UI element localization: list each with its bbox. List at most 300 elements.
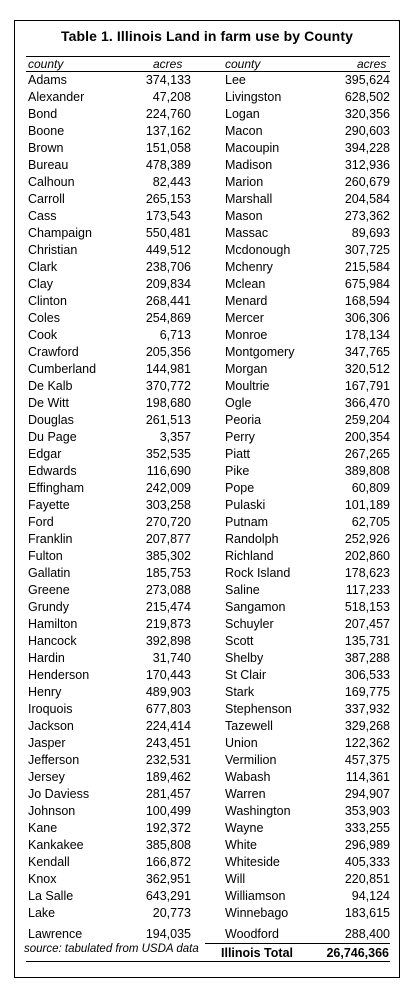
acres-value: 220,851 <box>344 872 390 886</box>
table-row <box>225 582 390 599</box>
county-name: Gallatin <box>28 566 71 580</box>
county-name: Tazewell <box>225 719 273 733</box>
table-row <box>225 378 390 395</box>
table-row <box>28 854 191 871</box>
acres-value: 60,809 <box>351 481 390 495</box>
county-name: Lake <box>28 906 56 920</box>
table-row <box>225 72 390 89</box>
total-divider <box>205 943 390 944</box>
acres-value: 288,400 <box>344 927 390 941</box>
county-name: Ogle <box>225 396 252 410</box>
county-name: Kankakee <box>28 838 84 852</box>
county-name: Randolph <box>225 532 279 546</box>
table-row <box>225 633 390 650</box>
table-row <box>28 650 191 667</box>
table-row <box>28 140 191 157</box>
table-row <box>28 531 191 548</box>
acres-value: 202,860 <box>344 549 390 563</box>
acres-value: 224,414 <box>145 719 191 733</box>
acres-value: 31,740 <box>152 651 191 665</box>
county-name: Whiteside <box>225 855 280 869</box>
acres-value: 82,443 <box>152 175 191 189</box>
county-name: Hancock <box>28 634 77 648</box>
acres-value: 362,951 <box>145 872 191 886</box>
acres-value: 296,989 <box>344 838 390 852</box>
table-row <box>28 684 191 701</box>
county-name: Madison <box>225 158 273 172</box>
acres-value: 243,451 <box>145 736 191 750</box>
county-name: Union <box>225 736 258 750</box>
acres-value: 267,265 <box>344 447 390 461</box>
table-row <box>28 871 191 888</box>
acres-value: 265,153 <box>145 192 191 206</box>
acres-value: 489,903 <box>145 685 191 699</box>
acres-value: 137,162 <box>145 124 191 138</box>
acres-value: 457,375 <box>344 753 390 767</box>
county-name: Monroe <box>225 328 268 342</box>
table-row <box>225 480 390 497</box>
acres-value: 405,333 <box>344 855 390 869</box>
county-name: Macon <box>225 124 263 138</box>
table-row <box>225 208 390 225</box>
table-row <box>225 926 390 943</box>
table-row <box>28 667 191 684</box>
county-name: Macoupin <box>225 141 280 155</box>
table-row <box>225 888 390 905</box>
table-row <box>28 769 191 786</box>
acres-value: 178,623 <box>344 566 390 580</box>
county-name: Grundy <box>28 600 69 614</box>
table-row <box>225 650 390 667</box>
county-name: Knox <box>28 872 57 886</box>
county-name: Coles <box>28 311 60 325</box>
county-name: Brown <box>28 141 64 155</box>
table-row <box>28 174 191 191</box>
table-row <box>28 395 191 412</box>
acres-value: 675,984 <box>344 277 390 291</box>
county-name: Vermilion <box>225 753 277 767</box>
acres-value: 117,233 <box>345 583 390 597</box>
county-name: Lee <box>225 73 246 87</box>
table-row <box>28 786 191 803</box>
acres-value: 260,679 <box>344 175 390 189</box>
table-row <box>225 395 390 412</box>
table-row <box>28 565 191 582</box>
acres-value: 677,803 <box>145 702 191 716</box>
table-row <box>225 497 390 514</box>
acres-value: 100,499 <box>145 804 191 818</box>
table-row <box>225 718 390 735</box>
table-row <box>225 242 390 259</box>
table-row <box>225 106 390 123</box>
acres-value: 449,512 <box>145 243 191 257</box>
table-row <box>28 633 191 650</box>
county-name: Mercer <box>225 311 264 325</box>
table-row <box>28 599 191 616</box>
county-name: Kendall <box>28 855 70 869</box>
left-county-header: county <box>28 57 64 71</box>
table-row <box>28 463 191 480</box>
county-name: Wayne <box>225 821 264 835</box>
county-name: Woodford <box>225 927 279 941</box>
table-row <box>225 225 390 242</box>
acres-value: 389,808 <box>344 464 390 478</box>
table-frame <box>14 20 400 978</box>
county-name: Schuyler <box>225 617 274 631</box>
acres-value: 135,731 <box>344 634 390 648</box>
acres-value: 232,531 <box>145 753 191 767</box>
table-title: Table 1. Illinois Land in farm use by County <box>61 28 353 44</box>
county-name: Cook <box>28 328 58 342</box>
left-acres-header: acres <box>153 57 183 71</box>
acres-value: 306,533 <box>344 668 390 682</box>
county-name: White <box>225 838 257 852</box>
table-row <box>225 871 390 888</box>
table-row <box>225 157 390 174</box>
county-name: De Kalb <box>28 379 73 393</box>
county-name: Jefferson <box>28 753 80 767</box>
acres-value: 281,457 <box>145 787 191 801</box>
county-name: Cumberland <box>28 362 97 376</box>
county-name: Edwards <box>28 464 77 478</box>
acres-value: 219,873 <box>145 617 191 631</box>
total-label: Illinois Total <box>221 946 293 960</box>
acres-value: 215,584 <box>344 260 390 274</box>
county-name: Greene <box>28 583 70 597</box>
table-row <box>225 327 390 344</box>
acres-value: 166,872 <box>145 855 191 869</box>
acres-value: 116,690 <box>146 464 191 478</box>
acres-value: 261,513 <box>145 413 191 427</box>
table-row <box>28 259 191 276</box>
acres-value: 169,775 <box>344 685 390 699</box>
acres-value: 374,133 <box>145 73 191 87</box>
table-row <box>225 89 390 106</box>
county-name: Pope <box>225 481 255 495</box>
table-row <box>225 684 390 701</box>
table-row <box>225 531 390 548</box>
acres-value: 6,713 <box>159 328 191 342</box>
acres-value: 47,208 <box>152 90 191 104</box>
acres-value: 387,288 <box>344 651 390 665</box>
acres-value: 306,306 <box>344 311 390 325</box>
county-name: Jersey <box>28 770 65 784</box>
acres-value: 101,189 <box>344 498 390 512</box>
acres-value: 192,372 <box>145 821 191 835</box>
acres-value: 252,926 <box>344 532 390 546</box>
acres-value: 94,124 <box>351 889 390 903</box>
right-acres-header: acres <box>357 57 387 71</box>
table-row <box>225 429 390 446</box>
table-row <box>28 752 191 769</box>
table-row <box>28 837 191 854</box>
county-name: Moultrie <box>225 379 270 393</box>
county-name: Stark <box>225 685 255 699</box>
county-name: Sangamon <box>225 600 286 614</box>
acres-value: 347,765 <box>344 345 390 359</box>
table-row <box>28 412 191 429</box>
county-name: Johnson <box>28 804 76 818</box>
table-row <box>28 157 191 174</box>
footer-divider <box>26 961 390 962</box>
table-row <box>225 837 390 854</box>
acres-value: 290,603 <box>344 124 390 138</box>
acres-value: 478,389 <box>145 158 191 172</box>
acres-value: 144,981 <box>145 362 191 376</box>
acres-value: 333,255 <box>344 821 390 835</box>
county-name: Washington <box>225 804 291 818</box>
table-row <box>225 616 390 633</box>
county-name: Iroquois <box>28 702 73 716</box>
acres-value: 268,441 <box>145 294 191 308</box>
acres-value: 270,720 <box>145 515 191 529</box>
table-row <box>28 446 191 463</box>
table-row <box>28 123 191 140</box>
table-row <box>28 429 191 446</box>
county-name: Scott <box>225 634 254 648</box>
county-name: Mchenry <box>225 260 273 274</box>
county-name: Peoria <box>225 413 262 427</box>
table-row <box>225 310 390 327</box>
table-row <box>225 514 390 531</box>
acres-value: 189,462 <box>145 770 191 784</box>
county-name: Rock Island <box>225 566 291 580</box>
acres-value: 353,903 <box>344 804 390 818</box>
table-row <box>28 582 191 599</box>
county-name: Adams <box>28 73 67 87</box>
acres-value: 3,357 <box>159 430 191 444</box>
table-row <box>28 616 191 633</box>
table-row <box>225 701 390 718</box>
table-row <box>225 412 390 429</box>
table-row <box>225 174 390 191</box>
table-row <box>225 735 390 752</box>
table-row <box>225 548 390 565</box>
county-name: Du Page <box>28 430 77 444</box>
acres-value: 392,898 <box>145 634 191 648</box>
county-name: Massac <box>225 226 269 240</box>
table-row <box>225 293 390 310</box>
county-name: Putnam <box>225 515 269 529</box>
county-name: Menard <box>225 294 268 308</box>
county-name: Will <box>225 872 246 886</box>
county-name: Mason <box>225 209 263 223</box>
table-row <box>225 344 390 361</box>
county-name: Mclean <box>225 277 266 291</box>
county-name: Hardin <box>28 651 65 665</box>
acres-value: 20,773 <box>152 906 191 920</box>
acres-value: 238,706 <box>145 260 191 274</box>
county-name: Cass <box>28 209 57 223</box>
table-row <box>28 327 191 344</box>
table-row <box>28 718 191 735</box>
table-row <box>28 208 191 225</box>
table-row <box>28 242 191 259</box>
table-row <box>225 259 390 276</box>
county-name: Pike <box>225 464 250 478</box>
acres-value: 198,680 <box>145 396 191 410</box>
county-name: Alexander <box>28 90 85 104</box>
county-name: Bureau <box>28 158 69 172</box>
acres-value: 518,153 <box>344 600 390 614</box>
county-name: Calhoun <box>28 175 75 189</box>
county-name: Wabash <box>225 770 271 784</box>
acres-value: 643,291 <box>145 889 191 903</box>
county-name: Bond <box>28 107 58 121</box>
acres-value: 185,753 <box>145 566 191 580</box>
acres-value: 173,543 <box>145 209 191 223</box>
acres-value: 242,009 <box>145 481 191 495</box>
acres-value: 394,228 <box>344 141 390 155</box>
acres-value: 366,470 <box>344 396 390 410</box>
acres-value: 337,932 <box>344 702 390 716</box>
table-row <box>225 446 390 463</box>
table-row <box>28 344 191 361</box>
table-row <box>28 803 191 820</box>
county-name: Saline <box>225 583 260 597</box>
county-name: Clay <box>28 277 54 291</box>
table-row <box>28 735 191 752</box>
table-row <box>225 854 390 871</box>
table-row <box>225 565 390 582</box>
table-row <box>225 276 390 293</box>
table-row <box>28 926 191 943</box>
acres-value: 200,354 <box>344 430 390 444</box>
county-name: Logan <box>225 107 260 121</box>
county-name: Fulton <box>28 549 63 563</box>
acres-value: 273,088 <box>145 583 191 597</box>
acres-value: 385,808 <box>145 838 191 852</box>
county-name: Clinton <box>28 294 67 308</box>
acres-value: 352,535 <box>145 447 191 461</box>
acres-value: 329,268 <box>344 719 390 733</box>
table-row <box>28 225 191 242</box>
acres-value: 303,258 <box>145 498 191 512</box>
table-row <box>28 361 191 378</box>
county-name: Lawrence <box>28 927 83 941</box>
county-name: Hamilton <box>28 617 78 631</box>
table-row <box>28 548 191 565</box>
county-name: Jasper <box>28 736 66 750</box>
table-row <box>225 820 390 837</box>
county-name: Ford <box>28 515 54 529</box>
acres-value: 205,356 <box>145 345 191 359</box>
county-name: Winnebago <box>225 906 289 920</box>
county-name: Clark <box>28 260 58 274</box>
acres-value: 224,760 <box>145 107 191 121</box>
county-name: Richland <box>225 549 274 563</box>
county-name: Champaign <box>28 226 92 240</box>
table-row <box>28 888 191 905</box>
table-row <box>28 106 191 123</box>
acres-value: 215,474 <box>145 600 191 614</box>
county-name: Franklin <box>28 532 73 546</box>
county-name: Henry <box>28 685 62 699</box>
total-value: 26,746,366 <box>326 946 389 960</box>
county-name: Marion <box>225 175 264 189</box>
table-row <box>28 480 191 497</box>
table-row <box>225 769 390 786</box>
acres-value: 170,443 <box>145 668 191 682</box>
acres-value: 254,869 <box>145 311 191 325</box>
right-county-header: county <box>225 57 261 71</box>
table-row <box>28 191 191 208</box>
county-name: Douglas <box>28 413 74 427</box>
table-row <box>28 310 191 327</box>
acres-value: 385,302 <box>145 549 191 563</box>
table-row <box>28 72 191 89</box>
acres-value: 204,584 <box>344 192 390 206</box>
table-row <box>28 293 191 310</box>
acres-value: 273,362 <box>344 209 390 223</box>
county-name: Perry <box>225 430 255 444</box>
county-name: Pulaski <box>225 498 266 512</box>
table-row <box>28 820 191 837</box>
county-name: La Salle <box>28 889 74 903</box>
acres-value: 194,035 <box>145 927 191 941</box>
table-row <box>28 89 191 106</box>
acres-value: 320,356 <box>344 107 390 121</box>
county-name: Warren <box>225 787 266 801</box>
table-row <box>225 786 390 803</box>
table-row <box>225 803 390 820</box>
county-name: Morgan <box>225 362 268 376</box>
table-row <box>28 514 191 531</box>
table-row <box>225 191 390 208</box>
county-name: Piatt <box>225 447 251 461</box>
acres-value: 122,362 <box>344 736 390 750</box>
table-row <box>28 905 191 922</box>
county-name: Jo Daviess <box>28 787 90 801</box>
county-name: Boone <box>28 124 65 138</box>
county-name: Marshall <box>225 192 273 206</box>
county-name: Kane <box>28 821 58 835</box>
table-row <box>225 140 390 157</box>
county-name: Carroll <box>28 192 65 206</box>
county-name: Effingham <box>28 481 85 495</box>
county-name: Shelby <box>225 651 264 665</box>
acres-value: 168,594 <box>344 294 390 308</box>
acres-value: 114,361 <box>345 770 390 784</box>
county-name: Fayette <box>28 498 70 512</box>
county-name: Crawford <box>28 345 79 359</box>
acres-value: 183,615 <box>344 906 390 920</box>
acres-value: 370,772 <box>145 379 191 393</box>
acres-value: 294,907 <box>344 787 390 801</box>
table-row <box>225 599 390 616</box>
county-name: Christian <box>28 243 78 257</box>
county-name: De Witt <box>28 396 69 410</box>
county-name: Henderson <box>28 668 90 682</box>
table-row <box>225 463 390 480</box>
acres-value: 259,204 <box>344 413 390 427</box>
county-name: Livingston <box>225 90 282 104</box>
county-name: Mcdonough <box>225 243 291 257</box>
table-row <box>28 378 191 395</box>
acres-value: 628,502 <box>344 90 390 104</box>
county-name: Jackson <box>28 719 74 733</box>
acres-value: 207,457 <box>344 617 390 631</box>
acres-value: 178,134 <box>344 328 390 342</box>
table-row <box>225 905 390 922</box>
county-name: St Clair <box>225 668 266 682</box>
acres-value: 320,512 <box>344 362 390 376</box>
table-row <box>225 123 390 140</box>
county-name: Edgar <box>28 447 62 461</box>
acres-value: 307,725 <box>344 243 390 257</box>
acres-value: 395,624 <box>344 73 390 87</box>
source-note: source: tabulated from USDA data <box>24 943 199 955</box>
